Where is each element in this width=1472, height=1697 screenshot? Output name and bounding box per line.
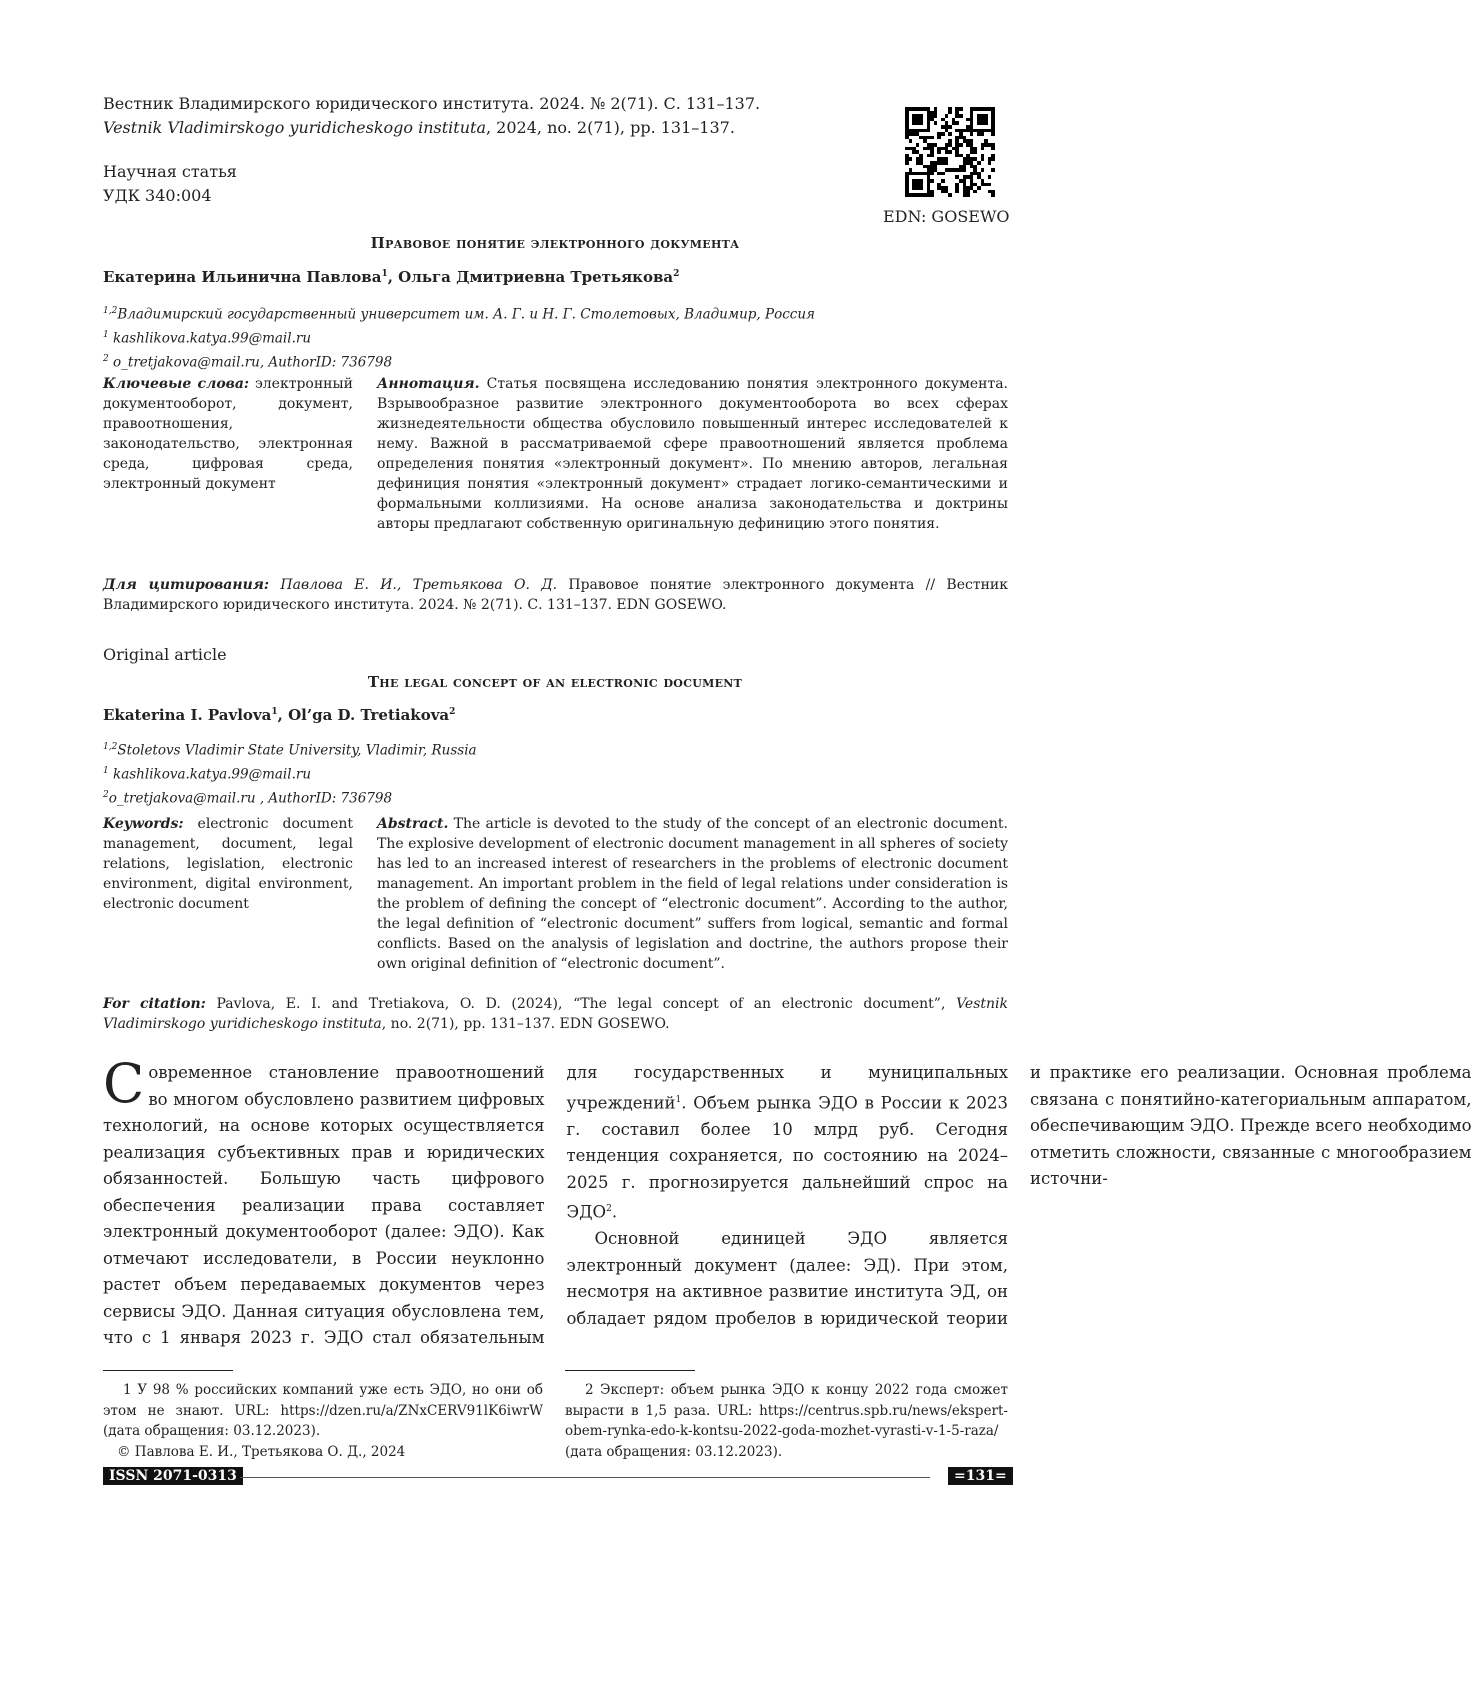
citation-authors: Павлова Е. И., Третьякова О. Д.	[269, 577, 557, 593]
citation-label: For citation:	[103, 996, 206, 1012]
text: овременное становление правоотношений во многом обусловлено развитием цифровых технологий, на основе которых осуществляется реализация субъективных прав и юридических обязанностей. Большую часть цифрового обеспечения реализации права составляет электронный документооборот (далее: ЭДО). Как отмечают исследователи, в России неуклонно растет объем передаваемых документов через сервисы ЭДО. Данная ситуация обусловлена тем, что с 1 января 2023 г. ЭДО стал обязательным для государственных и муниципальных учреждений	[103, 1063, 1008, 1347]
affil-sup: 1,2	[103, 742, 117, 752]
affiliation	[103, 301, 815, 325]
affil-text: o_tretjakova@mail.ru, AuthorID: 736798	[109, 355, 392, 371]
email	[103, 761, 477, 785]
footnote-2: 2 Эксперт: объем рынка ЭДО к концу 2022 года сможет вырасти в 1,5 раза. URL: https://centrus.spb.ru/news/ekspert-obem-rynka-edo-k-kontsu-2022-goda-mozhet-vyrasti-v-1-5-raza/ (дата обращения: 03.12.2023).	[565, 1380, 1008, 1462]
article-type: Научная статья	[103, 160, 237, 184]
page-number: =131=	[948, 1467, 1013, 1485]
affil-sup: 1,2	[103, 306, 117, 316]
journal-citation-ru: Вестник Владимирского юридического института. 2024. № 2(71). С. 131–137.	[103, 92, 760, 116]
journal-header	[103, 92, 760, 140]
footnote-ref: 2	[606, 1204, 612, 1214]
footer-rule	[240, 1477, 930, 1478]
author-sup: 1	[271, 707, 277, 717]
udk: УДК 340:004	[103, 184, 237, 208]
body-paragraph: Основной единицей ЭДО является электронный документ (далее: ЭД). При этом, несмотря на активное развитие института ЭД, он обладает рядом пробелов в юридической теории и практике его реализации. Основная проблема связана с понятийно-категориальным аппаратом, обеспечивающим ЭДО. Прежде всего необходимо отметить сложности, связанные с многообразием источни-	[567, 1060, 1472, 1352]
citation-en	[103, 994, 1008, 1034]
authors-ru: Екатерина Ильинична Павлова1, Ольга Дмитриевна Третьякова2	[103, 268, 679, 286]
affiliations-en	[103, 737, 477, 809]
journal-issue-en: , 2024, no. 2(71), pp. 131–137.	[486, 118, 735, 137]
author-sup: 1	[381, 269, 387, 279]
text: .	[612, 1203, 617, 1222]
email	[103, 785, 477, 809]
keywords-en	[103, 814, 353, 914]
citation-text: Pavlova, E. I. and Tretiakova, O. D. (2024), “The legal concept of an electronic document”,	[206, 996, 956, 1012]
author-sup: 2	[449, 707, 455, 717]
footnote-divider	[565, 1370, 695, 1371]
abstract-text: Статья посвящена исследованию понятия электронного документа. Взрывообразное развитие электронного документооборота во всех сферах жизнедеятельности общества обусловило повышенный интерес исследователей к нему. Важной в рассматриваемой сфере правоотношений является проблема определения понятия «электронный документ». По мнению авторов, легальная дефиниция понятия «электронный документ» страдает логико-семантическими и формальными коллизиями. На основе анализа законодательства и доктрины авторы предлагают собственную оригинальную дефиницию этого понятия.	[377, 376, 1008, 532]
affil-text: kashlikova.katya.99@mail.ru	[109, 331, 311, 347]
affil-sup: 1	[103, 766, 109, 776]
affil-text: o_tretjakova@mail.ru , AuthorID: 736798	[109, 791, 392, 807]
author-name: Ol’ga D. Tretiakova	[288, 706, 449, 724]
document-page	[0, 0, 1200, 1697]
footnote-ref: 1	[676, 1095, 682, 1105]
citation-ru	[103, 575, 1008, 615]
footnotes-right	[565, 1380, 1008, 1462]
abstract-ru	[377, 374, 1008, 534]
issn-badge: ISSN 2071-0313	[103, 1467, 243, 1485]
citation-end: , no. 2(71), pp. 131–137. EDN GOSEWO.	[382, 1016, 670, 1032]
text: . Объем рынка ЭДО в России к 2023 г. составил более 10 млрд руб. Сегодня тенденция сохраняется, по состоянию на 2024–2025 г. прогнозируется дальнейший спрос на ЭДО	[567, 1093, 1009, 1222]
keywords-ru	[103, 374, 353, 494]
article-title-ru: Правовое понятие электронного документа	[0, 234, 1110, 252]
author-name: Екатерина Ильинична Павлова	[103, 268, 381, 286]
email	[103, 349, 815, 373]
affil-sup: 1	[103, 330, 109, 340]
journal-name-en: Vestnik Vladimirskogo yuridicheskogo instituta	[103, 118, 486, 137]
footnote-1: 1 У 98 % российских компаний уже есть ЭДО, но они об этом не знают. URL: https://dzen.ru/a/ZNxCERV91lK6iwrW (дата обращения: 03.12.2023).	[103, 1380, 543, 1442]
citation-text: Правовое понятие электронного документа // Вестник Владимирского юридического института. 2024. № 2(71). С. 131–137. EDN GOSEWO.	[103, 577, 1008, 613]
author-name: Ольга Дмитриевна Третьякова	[398, 268, 673, 286]
affiliation	[103, 737, 477, 761]
article-meta	[103, 160, 237, 208]
journal-citation-en	[103, 116, 760, 140]
author-sup: 2	[673, 269, 679, 279]
keywords-text: electronic document management, document, legal relations, legislation, electronic environment, digital environment, electronic document	[103, 816, 353, 912]
affiliations-ru	[103, 301, 815, 373]
keywords-label: Keywords:	[103, 816, 184, 832]
citation-journal: Vestnik Vladimirskogo yuridicheskogo instituta	[103, 996, 1008, 1032]
abstract-text: The article is devoted to the study of the concept of an electronic document. The explosive development of electronic document management in all spheres of society has led to an increased interest of researchers in the problems of electronic document management. An important problem in the field of legal relations under consideration is the problem of defining the concept of “electronic document”. According to the author, the legal definition of “electronic document” suffers from logical, semantic and formal conflicts. Based on the analysis of legislation and doctrine, the authors propose their own original definition of “electronic document”.	[377, 816, 1008, 972]
citation-label: Для цитирования:	[103, 577, 269, 593]
drop-cap: С	[103, 1062, 144, 1106]
affil-text: kashlikova.katya.99@mail.ru	[109, 767, 311, 783]
affil-text: Владимирский государственный университет им. А. Г. и Н. Г. Столетовых, Владимир, Россия	[117, 307, 815, 323]
abstract-label: Аннотация.	[377, 376, 479, 392]
abstract-en	[377, 814, 1008, 974]
footnotes-left	[103, 1380, 543, 1462]
keywords-text: электронный документооборот, документ, правоотношения, законодательство, электронная среда, цифровая среда, электронный документ	[103, 376, 353, 492]
copyright: © Павлова Е. И., Третьякова О. Д., 2024	[103, 1442, 543, 1463]
affil-text: Stoletovs Vladimir State University, Vladimir, Russia	[117, 743, 476, 759]
affil-sup: 2	[103, 354, 109, 364]
footnote-divider	[103, 1370, 233, 1371]
article-title-en: The legal concept of an electronic document	[0, 673, 1110, 691]
article-type-en: Original article	[103, 643, 227, 667]
body-text	[103, 1060, 1008, 1352]
qr-code	[905, 107, 995, 197]
abstract-label: Abstract.	[377, 816, 448, 832]
author-name: Ekaterina I. Pavlova	[103, 706, 271, 724]
keywords-label: Ключевые слова:	[103, 376, 249, 392]
authors-en: Ekaterina I. Pavlova1, Ol’ga D. Tretiakova2	[103, 706, 455, 724]
email	[103, 325, 815, 349]
affil-sup: 2	[103, 790, 109, 800]
edn: EDN: GOSEWO	[883, 205, 1010, 229]
